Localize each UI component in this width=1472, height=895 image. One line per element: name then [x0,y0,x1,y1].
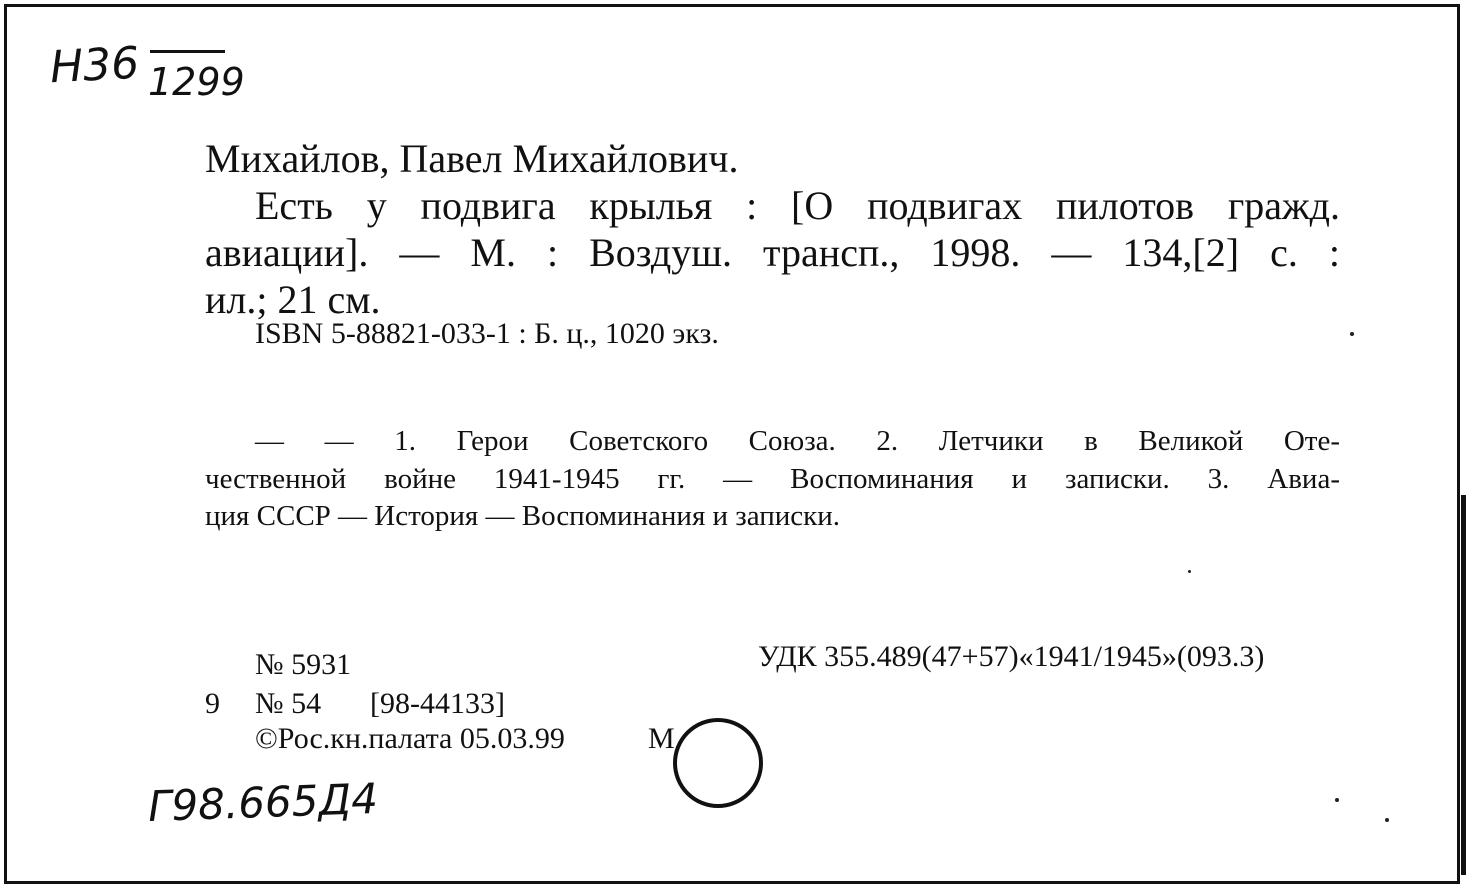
speck [1350,332,1354,336]
list-number: № 54 [255,687,322,720]
card-edge-mark [1461,495,1466,875]
prefix-digit: 9 [205,687,220,720]
isbn-line: ISBN 5-88821-033-1 : Б. ц., 1020 экз. [255,317,719,350]
subjects-line-1: — — 1. Герои Советского Союза. 2. Летчики в Великой Оте- [255,425,1340,457]
subjects-line-3: ция СССР — История — Воспоминания и записки. [205,500,841,532]
handwritten-call-number [49,38,141,94]
handwritten-shelf-code: Н36 [48,37,141,94]
udc-classification: УДК 355.489(47+57)«1941/1945»(093.3) [758,640,1265,673]
book-chamber-imprint: ©Рос.кн.палата 05.03.99 [255,722,565,755]
author-heading: Михайлов, Павел Михайлович. [205,136,739,181]
handwritten-classification: Г98.665Д4 [147,774,379,831]
punch-hole-circle-icon [670,712,770,812]
card-number: № 5931 [255,648,352,681]
title-line-2: авиации]. — М. : Воздуш. трансп., 1998. — 134,[2] с. : [205,230,1340,275]
registration-number: [98-44133] [370,687,505,720]
subjects-line-2: чественной войне 1941-1945 гг. — Воспоминания и записки. 3. Авиа- [205,463,1340,495]
handwritten-fraction-number: 1299 [148,60,245,104]
speck [1385,818,1389,822]
title-line-3: ил.; 21 см. [205,277,381,322]
mark-letter: М [648,722,675,755]
title-line-1: Есть у подвига крылья : [О подвигах пилотов гражд. [255,183,1340,228]
speck [1335,798,1339,802]
speck [1188,570,1191,573]
handwritten-fraction-line [150,50,225,53]
